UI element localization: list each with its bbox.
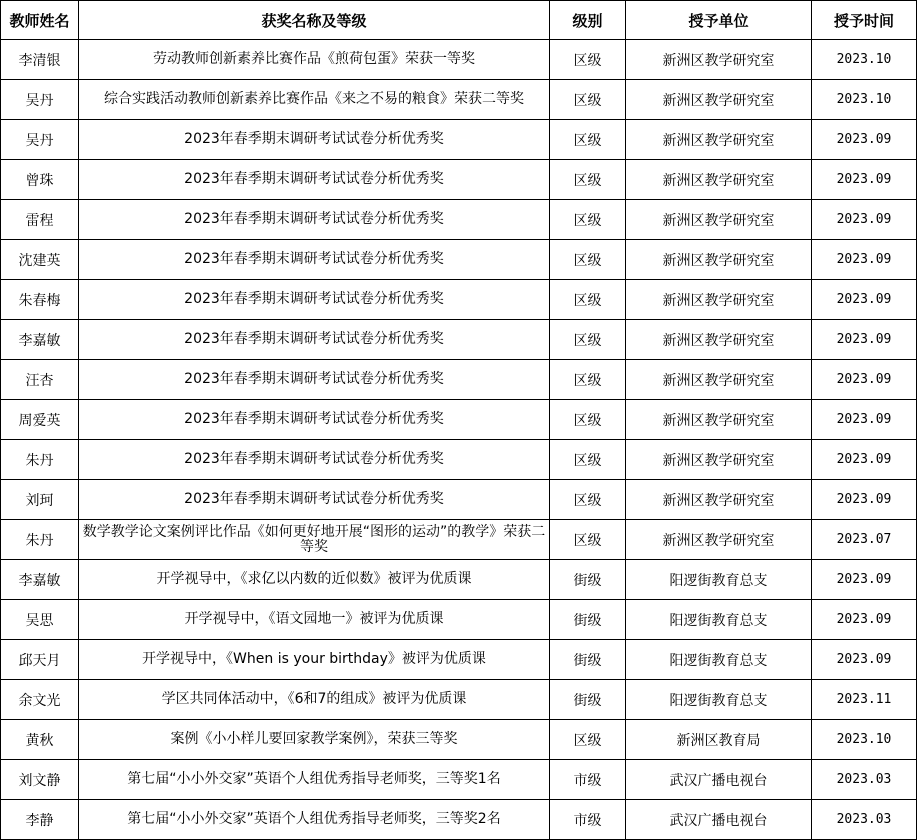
level-cell: 区级 xyxy=(550,80,626,120)
granting-unit-cell: 新洲区教学研究室 xyxy=(626,240,812,280)
table-row xyxy=(1,600,917,640)
level-cell: 区级 xyxy=(550,320,626,360)
teacher-name-cell: 黄秋 xyxy=(1,720,79,760)
award-name-cell: 劳动教师创新素养比赛作品《煎荷包蛋》荣获一等奖 xyxy=(79,40,550,80)
level-cell: 区级 xyxy=(550,720,626,760)
teacher-name-cell: 吴思 xyxy=(1,600,79,640)
grant-date-cell: 2023.10 xyxy=(812,80,917,120)
granting-unit-cell: 新洲区教学研究室 xyxy=(626,200,812,240)
grant-date-cell: 2023.09 xyxy=(812,120,917,160)
grant-date-cell: 2023.10 xyxy=(812,40,917,80)
teacher-name-cell: 刘文静 xyxy=(1,760,79,800)
award-name-cell: 2023年春季期末调研考试试卷分析优秀奖 xyxy=(79,240,550,280)
table-row xyxy=(1,240,917,280)
table-row xyxy=(1,280,917,320)
table-row xyxy=(1,640,917,680)
award-name-cell: 2023年春季期末调研考试试卷分析优秀奖 xyxy=(79,280,550,320)
grant-date-cell: 2023.11 xyxy=(812,680,917,720)
teacher-name-cell: 刘珂 xyxy=(1,480,79,520)
grant-date-cell: 2023.09 xyxy=(812,360,917,400)
granting-unit-cell: 新洲区教学研究室 xyxy=(626,440,812,480)
level-cell: 区级 xyxy=(550,440,626,480)
teacher-name-cell: 雷程 xyxy=(1,200,79,240)
granting-unit-cell: 新洲区教学研究室 xyxy=(626,120,812,160)
teacher-name-cell: 余文光 xyxy=(1,680,79,720)
table-row xyxy=(1,480,917,520)
teacher-name-cell: 周爱英 xyxy=(1,400,79,440)
level-cell: 街级 xyxy=(550,640,626,680)
level-cell: 街级 xyxy=(550,680,626,720)
table-row xyxy=(1,520,917,560)
level-cell: 街级 xyxy=(550,560,626,600)
granting-unit-cell: 武汉广播电视台 xyxy=(626,760,812,800)
granting-unit-cell: 阳逻街教育总支 xyxy=(626,560,812,600)
level-cell: 区级 xyxy=(550,480,626,520)
teacher-name-cell: 吴丹 xyxy=(1,120,79,160)
award-name-cell: 第七届“小小外交家”英语个人组优秀指导老师奖，三等奖2名 xyxy=(79,800,550,840)
granting-unit-cell: 新洲区教学研究室 xyxy=(626,320,812,360)
award-name-cell: 2023年春季期末调研考试试卷分析优秀奖 xyxy=(79,200,550,240)
header-row xyxy=(1,1,917,40)
teacher-name-cell: 朱丹 xyxy=(1,440,79,480)
grant-date-cell: 2023.09 xyxy=(812,600,917,640)
level-cell: 街级 xyxy=(550,600,626,640)
grant-date-cell: 2023.07 xyxy=(812,520,917,560)
teacher-name-cell: 李清银 xyxy=(1,40,79,80)
level-cell: 区级 xyxy=(550,40,626,80)
table-row xyxy=(1,680,917,720)
table-row xyxy=(1,720,917,760)
award-name-cell: 案例《小小样儿要回家教学案例》，荣获三等奖 xyxy=(79,720,550,760)
granting-unit-cell: 新洲区教学研究室 xyxy=(626,520,812,560)
level-cell: 区级 xyxy=(550,200,626,240)
award-name-cell: 开学视导中，《语文园地一》被评为优质课 xyxy=(79,600,550,640)
table-row xyxy=(1,120,917,160)
award-name-cell: 2023年春季期末调研考试试卷分析优秀奖 xyxy=(79,400,550,440)
grant-date-cell: 2023.03 xyxy=(812,800,917,840)
teacher-name-cell: 汪杏 xyxy=(1,360,79,400)
granting-unit-cell: 阳逻街教育总支 xyxy=(626,640,812,680)
granting-unit-cell: 阳逻街教育总支 xyxy=(626,680,812,720)
granting-unit-cell: 新洲区教学研究室 xyxy=(626,280,812,320)
award-name-cell: 开学视导中，《求亿以内数的近似数》被评为优质课 xyxy=(79,560,550,600)
granting-unit-cell: 新洲区教学研究室 xyxy=(626,40,812,80)
level-cell: 区级 xyxy=(550,400,626,440)
teacher-name-cell: 李静 xyxy=(1,800,79,840)
award-name-cell: 开学视导中，《When is your birthday》被评为优质课 xyxy=(79,640,550,680)
table-row xyxy=(1,80,917,120)
header-teacher-name: 教师姓名 xyxy=(1,1,79,40)
award-name-cell: 学区共同体活动中，《6和7的组成》被评为优质课 xyxy=(79,680,550,720)
grant-date-cell: 2023.09 xyxy=(812,440,917,480)
award-name-cell: 2023年春季期末调研考试试卷分析优秀奖 xyxy=(79,320,550,360)
table-row xyxy=(1,200,917,240)
award-name-cell: 数学教学论文案例评比作品《如何更好地开展“图形的运动”的教学》荣获二等奖 xyxy=(79,520,550,560)
level-cell: 区级 xyxy=(550,520,626,560)
header-award-name: 获奖名称及等级 xyxy=(79,1,550,40)
teacher-name-cell: 吴丹 xyxy=(1,80,79,120)
level-cell: 区级 xyxy=(550,160,626,200)
level-cell: 区级 xyxy=(550,280,626,320)
grant-date-cell: 2023.09 xyxy=(812,320,917,360)
award-name-cell: 2023年春季期末调研考试试卷分析优秀奖 xyxy=(79,160,550,200)
table-row xyxy=(1,760,917,800)
granting-unit-cell: 新洲区教学研究室 xyxy=(626,480,812,520)
teacher-name-cell: 邱天月 xyxy=(1,640,79,680)
grant-date-cell: 2023.09 xyxy=(812,560,917,600)
grant-date-cell: 2023.09 xyxy=(812,240,917,280)
teacher-name-cell: 朱丹 xyxy=(1,520,79,560)
level-cell: 区级 xyxy=(550,360,626,400)
granting-unit-cell: 新洲区教育局 xyxy=(626,720,812,760)
table-row xyxy=(1,400,917,440)
granting-unit-cell: 阳逻街教育总支 xyxy=(626,600,812,640)
award-name-cell: 2023年春季期末调研考试试卷分析优秀奖 xyxy=(79,480,550,520)
teacher-name-cell: 沈建英 xyxy=(1,240,79,280)
table-row xyxy=(1,320,917,360)
table-row xyxy=(1,40,917,80)
level-cell: 市级 xyxy=(550,760,626,800)
grant-date-cell: 2023.09 xyxy=(812,280,917,320)
grant-date-cell: 2023.03 xyxy=(812,760,917,800)
table-row xyxy=(1,360,917,400)
award-name-cell: 2023年春季期末调研考试试卷分析优秀奖 xyxy=(79,120,550,160)
award-name-cell: 2023年春季期末调研考试试卷分析优秀奖 xyxy=(79,360,550,400)
award-name-cell: 第七届“小小外交家”英语个人组优秀指导老师奖，三等奖1名 xyxy=(79,760,550,800)
grant-date-cell: 2023.10 xyxy=(812,720,917,760)
grant-date-cell: 2023.09 xyxy=(812,480,917,520)
granting-unit-cell: 新洲区教学研究室 xyxy=(626,400,812,440)
level-cell: 区级 xyxy=(550,240,626,280)
level-cell: 区级 xyxy=(550,120,626,160)
grant-date-cell: 2023.09 xyxy=(812,160,917,200)
header-grant-date: 授予时间 xyxy=(812,1,917,40)
grant-date-cell: 2023.09 xyxy=(812,200,917,240)
table-row xyxy=(1,800,917,840)
table-row xyxy=(1,560,917,600)
teacher-name-cell: 李嘉敏 xyxy=(1,560,79,600)
teacher-name-cell: 曾珠 xyxy=(1,160,79,200)
teacher-name-cell: 朱春梅 xyxy=(1,280,79,320)
grant-date-cell: 2023.09 xyxy=(812,640,917,680)
granting-unit-cell: 武汉广播电视台 xyxy=(626,800,812,840)
table-row xyxy=(1,440,917,480)
granting-unit-cell: 新洲区教学研究室 xyxy=(626,360,812,400)
level-cell: 市级 xyxy=(550,800,626,840)
table-row xyxy=(1,160,917,200)
granting-unit-cell: 新洲区教学研究室 xyxy=(626,80,812,120)
award-name-cell: 综合实践活动教师创新素养比赛作品《来之不易的粮食》荣获二等奖 xyxy=(79,80,550,120)
granting-unit-cell: 新洲区教学研究室 xyxy=(626,160,812,200)
header-granting-unit: 授予单位 xyxy=(626,1,812,40)
header-level: 级别 xyxy=(550,1,626,40)
grant-date-cell: 2023.09 xyxy=(812,400,917,440)
award-name-cell: 2023年春季期末调研考试试卷分析优秀奖 xyxy=(79,440,550,480)
teacher-name-cell: 李嘉敏 xyxy=(1,320,79,360)
